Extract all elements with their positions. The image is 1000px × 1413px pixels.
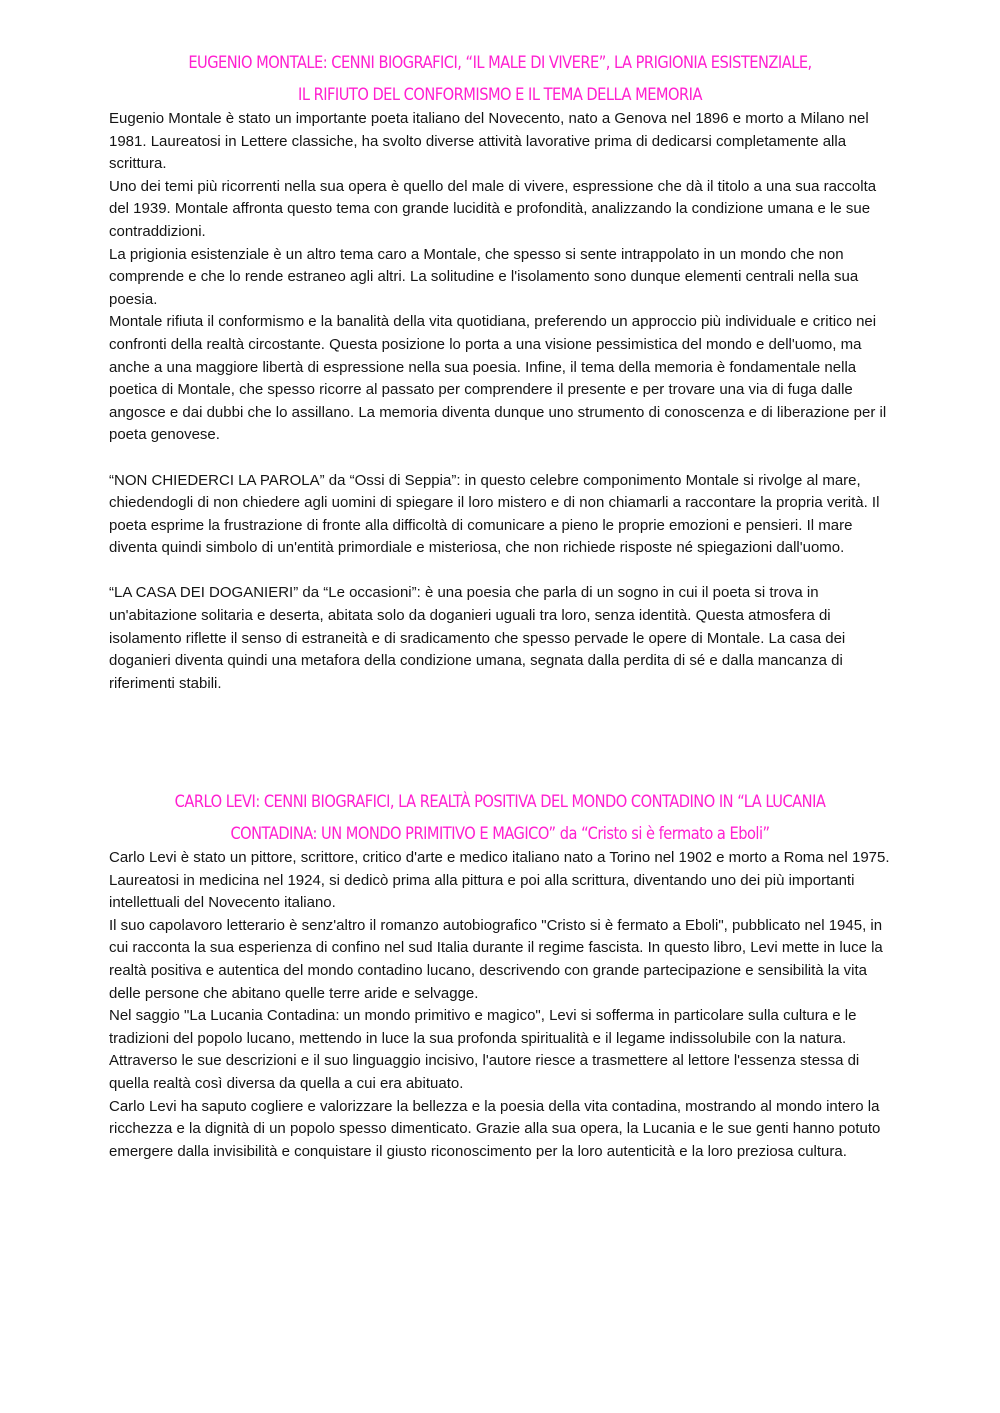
paragraph: Il suo capolavoro letterario è senz'altro il romanzo autobiografico "Cristo si è fermato a Eboli", pubblicato nel 1945, in cui racconta la sua esperienza di confino nel sud Italia durante il regime fascista. In questo libro, Levi mette in luce la realtà positiva e autentica del mondo contadino lucano, descrivendo con grande partecipazione e sensibilità la vita delle persone che abitano quelle terre aride e selvagge. — [109, 916, 883, 1002]
paragraph-gap — [109, 560, 899, 583]
montale-body — [109, 108, 899, 695]
paragraph: Eugenio Montale è stato un importante poeta italiano del Novecento, nato a Genova nel 1896 e morto a Milano nel 1981. Laureatosi in Lettere classiche, ha svolto diverse attività lavorative prima di dedicarsi completamente alla scrittura. — [109, 110, 869, 173]
paragraph-gap — [109, 447, 899, 470]
paragraph: Carlo Levi ha saputo cogliere e valorizzare la bellezza e la poesia della vita contadina, mostrando al mondo intero la ricchezza e la dignità di un popolo spesso dimenticato. Grazie alla sua opera, la Lucania e le sue genti hanno potuto emergere dalla invisibilità e conquistare il giusto riconoscimento per la loro autenticità e la loro preziosa cultura. — [109, 1097, 881, 1160]
paragraph: La prigionia esistenziale è un altro tema caro a Montale, che spesso si sente intrappolato in un mondo che non comprende e che lo rende estraneo agli altri. La solitudine e l'isolamento sono dunque elementi centrali nella sua poesia. — [109, 245, 859, 308]
heading-line: IL RIFIUTO DEL CONFORMISMO E IL TEMA DELLA MEMORIA — [298, 85, 702, 105]
paragraph: Nel saggio "La Lucania Contadina: un mondo primitivo e magico", Levi si sofferma in particolare sulla cultura e le tradizioni del popolo lucano, mettendo in luce la sua profonda spiritualità e il legame indissolubile con la natura. Attraverso le sue descrizioni e il suo linguaggio incisivo, l'autore riesce a trasmettere al lettore l'essenza stessa di quella realtà così diversa da quella a cui era abituato. — [109, 1007, 860, 1092]
paragraph: Carlo Levi è stato un pittore, scrittore, critico d'arte e medico italiano nato a Torino nel 1902 e morto a Roma nel 1975. Laureatosi in medicina nel 1924, si dedicò prima alla pittura e poi alla scrittura, diventando uno dei più importanti intellettuali del Novecento italiano. — [109, 849, 890, 912]
heading-line: CARLO LEVI: CENNI BIOGRAFICI, LA REALTÀ POSITIVA DEL MONDO CONTADINO IN “LA LUCANIA — [174, 792, 826, 812]
paragraph: “NON CHIEDERCI LA PAROLA” da “Ossi di Seppia”: in questo celebre componimento Montale si rivolge al mare, chiedendogli di non chiedere agli uomini di spiegare il loro mistero e di non chiamarli a raccontare la propria verità. Il poeta esprime la frustrazione di fronte alla difficoltà di comunicare a pieno le proprie emozioni e pensieri. Il mare diventa quindi simbolo di un'entità primordiale e misteriosa, che non richiede risposte né spiegazioni dall'uomo. — [109, 471, 880, 557]
heading-line: EUGENIO MONTALE: CENNI BIOGRAFICI, “IL MALE DI VIVERE”, LA PRIGIONIA ESISTENZIALE, — [188, 53, 812, 73]
montale-heading — [122, 47, 879, 111]
levi-body — [109, 847, 899, 1163]
levi-heading — [122, 786, 879, 850]
paragraph: Uno dei temi più ricorrenti nella sua opera è quello del male di vivere, espressione che dà il titolo a una sua raccolta del 1939. Montale affronta questo tema con grande lucidità e profondità, analizzando la condizione umana e le sue contraddizioni. — [109, 177, 877, 240]
heading-line: CONTADINA: UN MONDO PRIMITIVO E MAGICO” da “Cristo si è fermato a Eboli” — [230, 824, 770, 844]
paragraph: “LA CASA DEI DOGANIERI” da “Le occasioni”: è una poesia che parla di un sogno in cui il poeta si trova in un'abitazione solitaria e deserta, abitata solo da doganieri uguali tra loro, senza identità. Questa atmosfera di isolamento riflette il senso di estraneità e di sradicamento che spesso pervade le opere di Montale. La casa dei doganieri diventa quindi una metafora della condizione umana, segnata dalla perdita di sé e dalla mancanza di riferimenti stabili. — [109, 584, 846, 692]
paragraph: Montale rifiuta il conformismo e la banalità della vita quotidiana, preferendo un approccio più individuale e critico nei confronti della realtà circostante. Questa posizione lo porta a una visione pessimistica del mondo e dell'uomo, ma anche a una maggiore libertà di espressione nella sua poesia. Infine, il tema della memoria è fondamentale nella poetica di Montale, che spesso ricorre al passato per comprendere il presente e per trovare una via di fuga dalle angosce e dai dubbi che lo assillano. La memoria diventa dunque uno strumento di conoscenza e di liberazione per il poeta genovese. — [109, 313, 887, 444]
